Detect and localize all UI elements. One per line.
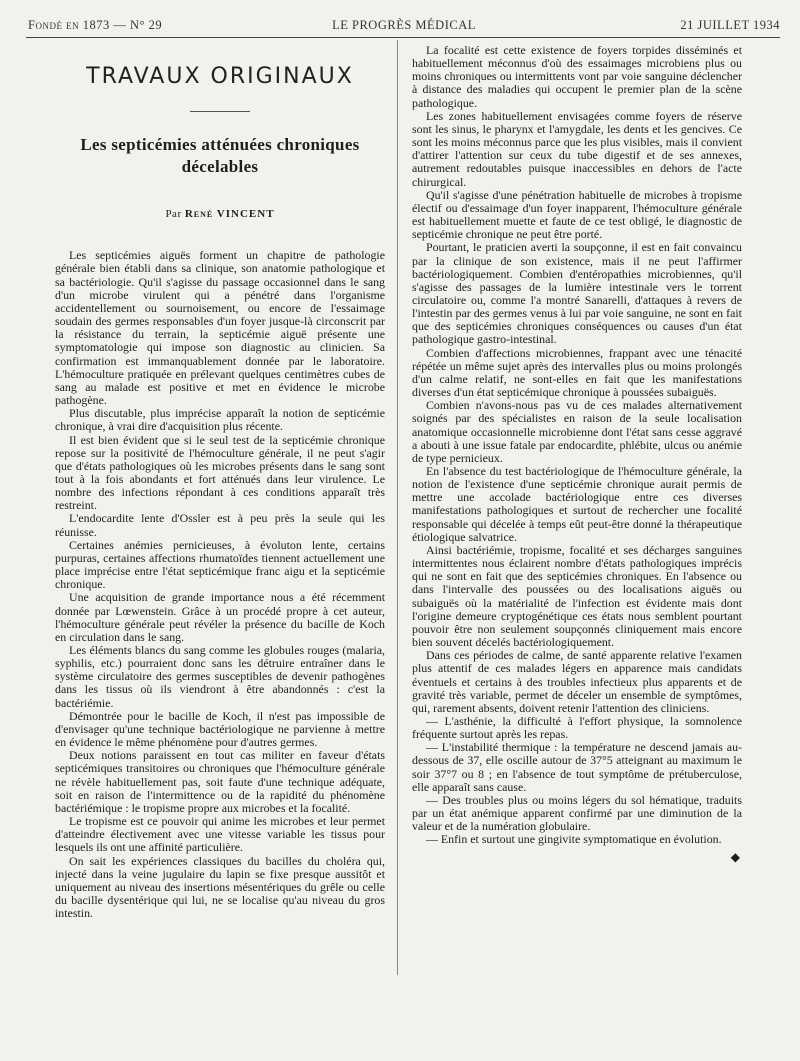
paragraph: — L'instabilité thermique : la température ne descend jamais au-dessous de 37, elle oscille autour de 37°5 atteignant au maximum le soir 37°7 ou 8 ; en l'absence de tout symptôme de prétuberculose, elle apparaît sans cause.	[412, 740, 742, 794]
paragraph: Le tropisme est ce pouvoir qui anime les microbes et leur permet d'atteindre électivement avec une vitesse variable les tissus pour lesquels ils ont une affinité particulière.	[55, 814, 385, 855]
paragraph: Pourtant, le praticien averti la soupçonne, il est en fait convaincu par la clinique de son existence, mais il ne peut l'affirmer bactériologiquement. Combien d'entéropathies microbiennes, qu'il s'agisse des passages de la lumière intestinale vers le torrent circulatoire ou, comme l'a montré Sanarelli, d'attaques à revers de l'intestin par des germes venus à lui par voie sanguine, ne sont en fait que des septicémies chroniques conséquences ou causes d'un état pathologique gastro-intestinal.	[412, 240, 742, 347]
paragraph: Les éléments blancs du sang comme les globules rouges (malaria, syphilis, etc.) pourraient donc sans les détruire entraîner dans le système circulatoire des germes susceptibles de devenir pathogènes dans les tissus où ils viendront à être abandonnés : c'est la bactériémie.	[55, 643, 385, 710]
header-date: 21 JUILLET 1934	[680, 18, 780, 32]
end-ornament: ◆	[730, 849, 740, 864]
header-founded: Fondé en 1873 — N° 29	[28, 18, 163, 32]
paragraph: Certaines anémies pernicieuses, à évoluton lente, certains purpuras, certaines affections rhumatoïdes tiennent actuellement une place imprécise entre l'état septicémique franc aigu et la septicémie chronique.	[55, 537, 385, 592]
section-title: TRAVAUX ORIGINAUX	[86, 64, 354, 89]
paragraph: Deux notions paraissent en tout cas militer en faveur d'états septicémiques transitoires ou chroniques que l'hémoculture générale ne révèle habituellement pas, soit faute d'une technique adéquate, soit en raison de l'intermittence ou de la rapidité du phénomène bactériémique : le tropisme propre aux microbes et la focalité.	[55, 748, 385, 815]
paragraph: Combien n'avons-nous pas vu de ces malades alternativement soignés par des spécialistes en raison de la seule localisation anatomique occasionnelle microbienne dont l'état sans cesse aggravé a abouti à une issue fatale par endocardite, phlébite, ulcus ou anémie de type pernicieux.	[412, 398, 742, 465]
left-body	[55, 249, 385, 920]
paragraph: — Enfin et surtout une gingivite symptomatique en évolution.	[426, 832, 722, 847]
right-column	[412, 44, 742, 864]
article-title: Les septicémies atténuées chroniques décelables	[80, 135, 360, 177]
paragraph: Il est bien évident que si le seul test de la septicémie chronique repose sur la positivité de l'hémoculture générale, il ne peut s'agir que d'états pathologiques où les microbes présents dans le sang sont tout à la fois abondants et fort atténués dans leur virulence. Le nombre des infections répondant à ces conditions apparaît très restreint.	[55, 432, 385, 513]
paragraph: Les septicémies aiguës forment un chapitre de pathologie générale bien établi dans sa clinique, son anatomie pathologique et sa bactériologie. Qu'il s'agisse du passage occasionnel dans le sang d'un microbe virulent qui a pénétré dans l'organisme accidentellement ou sournoisement, ou encore de l'essaimage soudain des germes responsables d'un foyer jusque-là circonscrit par la résistance du terrain, la septicémie aiguë présente une symptomatologie qui impose son diagnostic au clinicien. Sa confirmation est immanquablement donnée par le laboratoire. L'hémoculture pratiquée en prélevant quelques centimètres cubes de sang au malade est positive et met en évidence le microbe pathogène.	[55, 248, 385, 408]
page-header	[28, 16, 780, 36]
column-divider	[397, 40, 398, 975]
paragraph: En l'absence du test bactériologique de l'hémoculture générale, la notion de l'existence d'une septicémie chronique aurait permis de mettre une accolade bactériologique entre ces diverses manifestations pathologiques et surtout de rechercher une focalité responsable qui décelée à temps eût peut-être donné la thérapeutique étiologique salvatrice.	[412, 464, 742, 544]
paragraph: On sait les expériences classiques du bacilles du choléra qui, injecté dans la veine jugulaire du lapin se fixe presque aussitôt et uniquement au niveau des insertions mésentériques du grêle ou celle du bacille dysentérique qui lui, ne se localise qu'au niveau du gros intestin.	[55, 853, 385, 921]
left-column	[55, 44, 385, 920]
paragraph: Combien d'affections microbiennes, frappant avec une ténacité répétée un même sujet après des intervalles plus ou moins prolongés d'un calme relatif, ne sont-elles en fait que les manifestations diverses d'un état septicémique chronique à poussées subaiguës.	[412, 345, 742, 400]
paragraph: La focalité est cette existence de foyers torpides disséminés et habituellement méconnus d'où des essaimages microbiens plus ou moins chroniques ou intermittents vont par voie sanguine déclencher à distance des maladies qui occupent le premier plan de la scène pathologique.	[412, 43, 742, 110]
paragraph: Qu'il s'agisse d'une pénétration habituelle de microbes à tropisme électif ou d'essaimage d'un foyer inapparent, l'hémoculture générale est habituellement muette et faute de ce test obligé, le diagnostic de septicémie chronique ne peut être porté.	[412, 187, 742, 242]
paragraph: Ainsi bactériémie, tropisme, focalité et ses décharges sanguines intermittentes nous éclairent nombre d'états pathologiques imprécis qui ne sont en fait que des septicémies chroniques. En l'absence ou dans l'intervalle des poussées ou des localisations aiguës ou subaiguës où la matérialité de l'infection est évidente mais dont l'origine demeure cryptogénétique ces états nous semblent pourtant pouvoir être non seulement soupçonnés cliniquement mais encore bien souvent décelés bactériologiquement.	[412, 542, 742, 650]
paragraph: Démontrée pour le bacille de Koch, il n'est pas impossible de d'envisager qu'une technique bactériologique ne parvienne à mettre en évidence le même phénomène pour d'autres germes.	[55, 708, 385, 750]
byline	[55, 208, 385, 221]
paragraph: — Des troubles plus ou moins légers du sol hématique, traduits par un état anémique apparent confirmé par une diminution de la valeur et de la numération globulaire.	[412, 792, 742, 834]
paragraph: Une acquisition de grande importance nous a été récemment donnée par Lœwenstein. Grâce à un procédé propre à cet auteur, l'hémoculture générale peut révéler la présence du bacille de Koch en circulation dans le sang.	[55, 590, 385, 644]
paragraph: Les zones habituellement envisagées comme foyers de réserve sont les sinus, le pharynx et l'amygdale, les dents et les gencives. Ce sont les moins méconnus parce que les plus visibles, mais il convient d'attirer l'attention sur ceux du tube digestif et de ses annexes, autrement redoutables puisque inaccessibles en dehors de l'acte chirurgical.	[412, 108, 742, 189]
paragraph: L'endocardite lente d'Ossler est à peu près la seule qui les réunisse.	[55, 511, 385, 539]
paragraph: — L'asthénie, la difficulté à l'effort physique, la somnolence fréquente surtout après les repas.	[412, 713, 742, 742]
author-name: René VINCENT	[184, 208, 275, 221]
title-rule	[190, 111, 250, 112]
byline-prefix: Par	[165, 208, 182, 221]
paragraph: Dans ces périodes de calme, de santé apparente relative l'examen plus attentif de ces malades légers en apparence mais candidats éventuels et certains à des troubles infectieux plus apparents et de gravité très variable, permet de déceler un ensemble de symptômes, qui, rarement absents, doivent retenir l'attention des cliniciens.	[412, 648, 742, 715]
header-journal-name: LE PROGRÈS MÉDICAL	[332, 18, 476, 32]
header-rule	[26, 37, 780, 38]
paragraph: Plus discutable, plus imprécise apparaît la notion de septicémie chronique, à vrai dire d'acquisition plus récente.	[55, 406, 385, 434]
